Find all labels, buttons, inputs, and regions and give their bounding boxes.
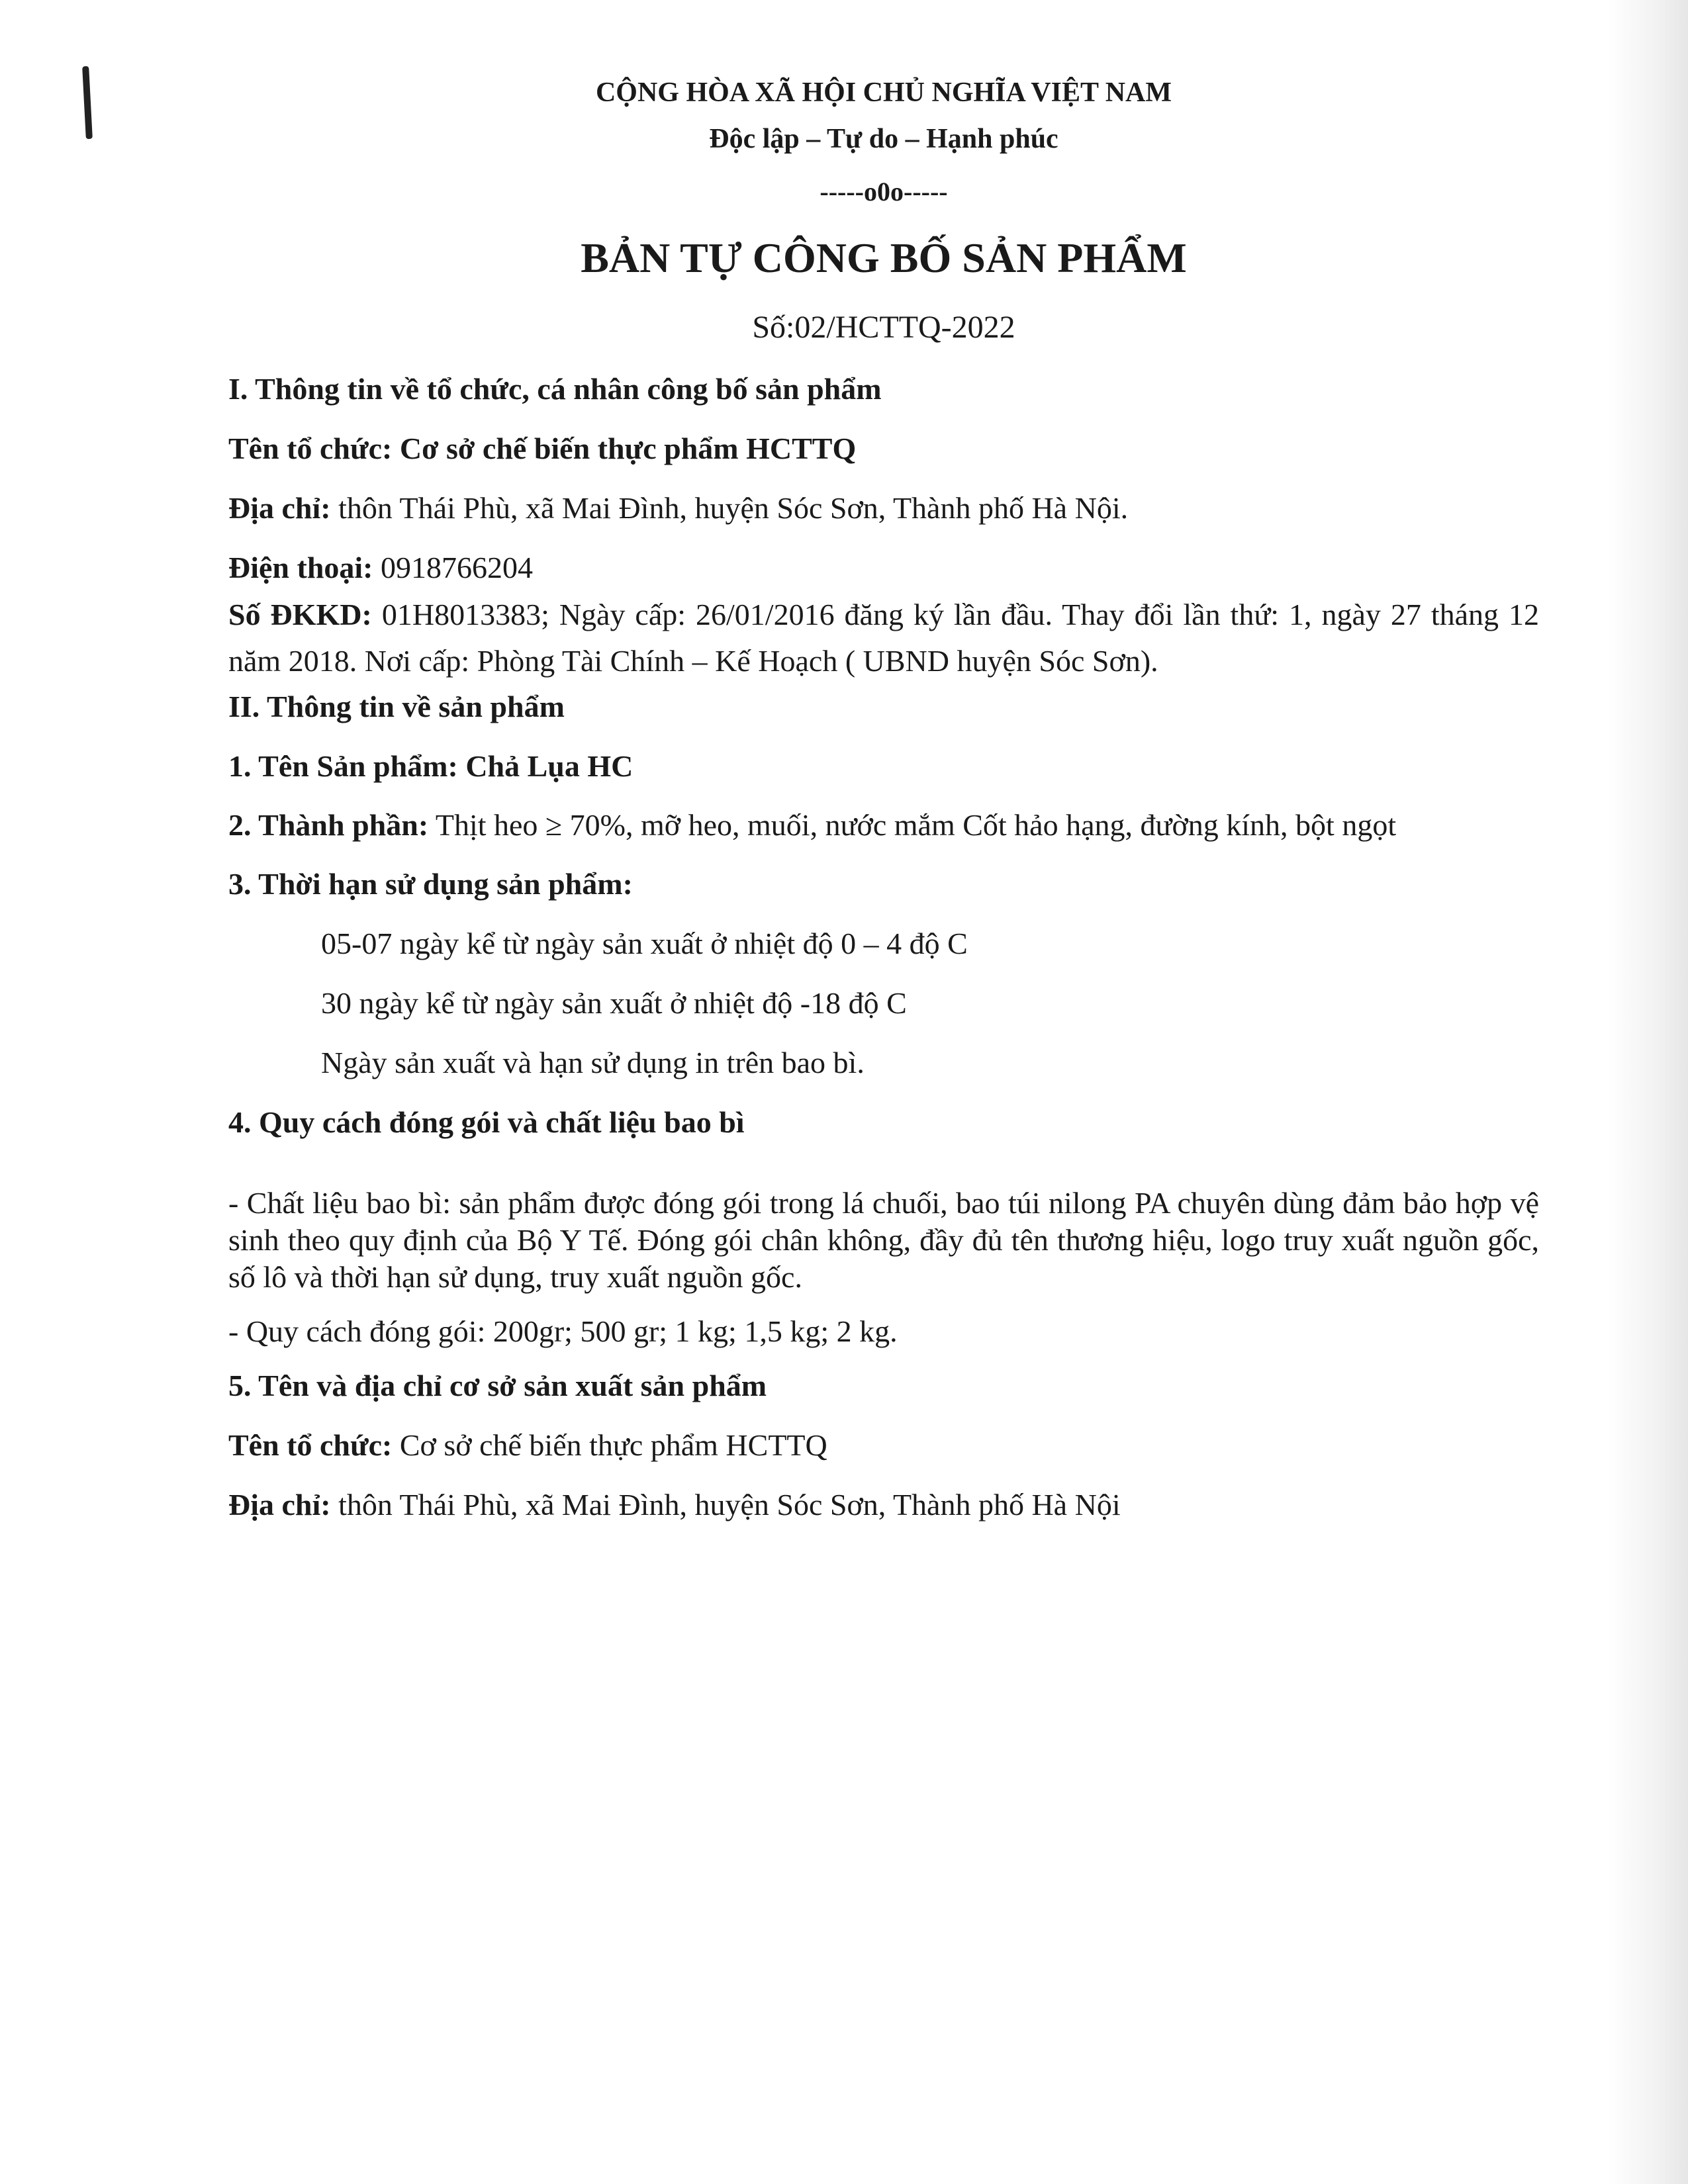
header-ornament: -----o0o----- (820, 177, 948, 206)
registration-label: Số ĐKKD: (228, 598, 372, 631)
national-header (228, 73, 1539, 212)
registration-line (228, 592, 1539, 684)
manufacturer-address-label: Địa chỉ: (228, 1488, 331, 1522)
packaging-sizes: - Quy cách đóng gói: 200gr; 500 gr; 1 kg; 1,5 kg; 2 kg. (228, 1314, 898, 1348)
shelf-life-line-2: 30 ngày kể từ ngày sản xuất ở nhiệt độ -18 độ C (321, 986, 907, 1020)
address-line (228, 487, 1539, 529)
address-label: Địa chỉ: (228, 491, 331, 525)
nation-name: CỘNG HÒA XÃ HỘI CHỦ NGHĨA VIỆT NAM (595, 77, 1172, 108)
org-value: Cơ sở chế biến thực phẩm HCTTQ (399, 432, 857, 465)
ingredients-label: 2. Thành phần: (228, 808, 429, 842)
org-label: Tên tổ chức: (228, 432, 393, 465)
packaging-material: - Chất liệu bao bì: sản phẩm được đóng gói trong lá chuối, bao túi nilong PA chuyên dùng đảm bảo hợp vệ sinh theo quy định của Bộ Y Tế. Đóng gói chân không, đầy đủ tên thương hiệu, logo truy xuất nguồn gốc, số lô và thời hạn sử dụng, truy xuất nguồn gốc. (228, 1186, 1539, 1294)
shelf-life-line-1: 05-07 ngày kể từ ngày sản xuất ở nhiệt độ 0 – 4 độ C (321, 927, 968, 960)
scan-edge-shadow (1609, 0, 1688, 2184)
product-name: 1. Tên Sản phẩm: Chả Lụa HC (228, 749, 633, 783)
registration-value: 01H8013383; Ngày cấp: 26/01/2016 đăng ký lần đầu. Thay đổi lần thứ: 1, ngày 27 tháng 12 năm 2018. Nơi cấp: Phòng Tài Chính – Kế Hoạch ( UBND huyện Sóc Sơn). (228, 598, 1539, 678)
margin-pen-mark (82, 66, 93, 139)
packaging-heading: 4. Quy cách đóng gói và chất liệu bao bì (228, 1105, 745, 1139)
manufacturer-heading: 5. Tên và địa chỉ cơ sở sản xuất sản phẩm (228, 1369, 767, 1402)
manufacturer-address-line (228, 1484, 1539, 1526)
phone-value: 0918766204 (381, 551, 533, 584)
national-motto: Độc lập – Tự do – Hạnh phúc (709, 124, 1058, 154)
document-title: BẢN TỰ CÔNG BỐ SẢN PHẨM (581, 234, 1187, 281)
org-line (228, 428, 1539, 470)
section1-heading: I. Thông tin về tổ chức, cá nhân công bố sản phẩm (228, 372, 882, 406)
manufacturer-address-value: thôn Thái Phù, xã Mai Đình, huyện Sóc Sơn, Thành phố Hà Nội (338, 1488, 1121, 1522)
phone-label: Điện thoại: (228, 551, 373, 584)
shelf-life-heading: 3. Thời hạn sử dụng sản phẩm: (228, 867, 633, 901)
address-value: thôn Thái Phù, xã Mai Đình, huyện Sóc Sơn, Thành phố Hà Nội. (338, 491, 1129, 525)
ingredients-line (228, 805, 1539, 846)
section2-heading: II. Thông tin về sản phẩm (228, 690, 565, 723)
manufacturer-org-label: Tên tổ chức: (228, 1428, 393, 1462)
ingredients-value: Thịt heo ≥ 70%, mỡ heo, muối, nước mắm Cốt hảo hạng, đường kính, bột ngọt (435, 808, 1397, 842)
shelf-life-line-3: Ngày sản xuất và hạn sử dụng in trên bao bì. (321, 1046, 865, 1079)
phone-line (228, 547, 1539, 589)
manufacturer-org-line (228, 1424, 1539, 1467)
document-number: Số:02/HCTTQ-2022 (752, 310, 1015, 345)
document-page (228, 73, 1539, 1526)
manufacturer-org-value: Cơ sở chế biến thực phẩm HCTTQ (399, 1428, 827, 1462)
